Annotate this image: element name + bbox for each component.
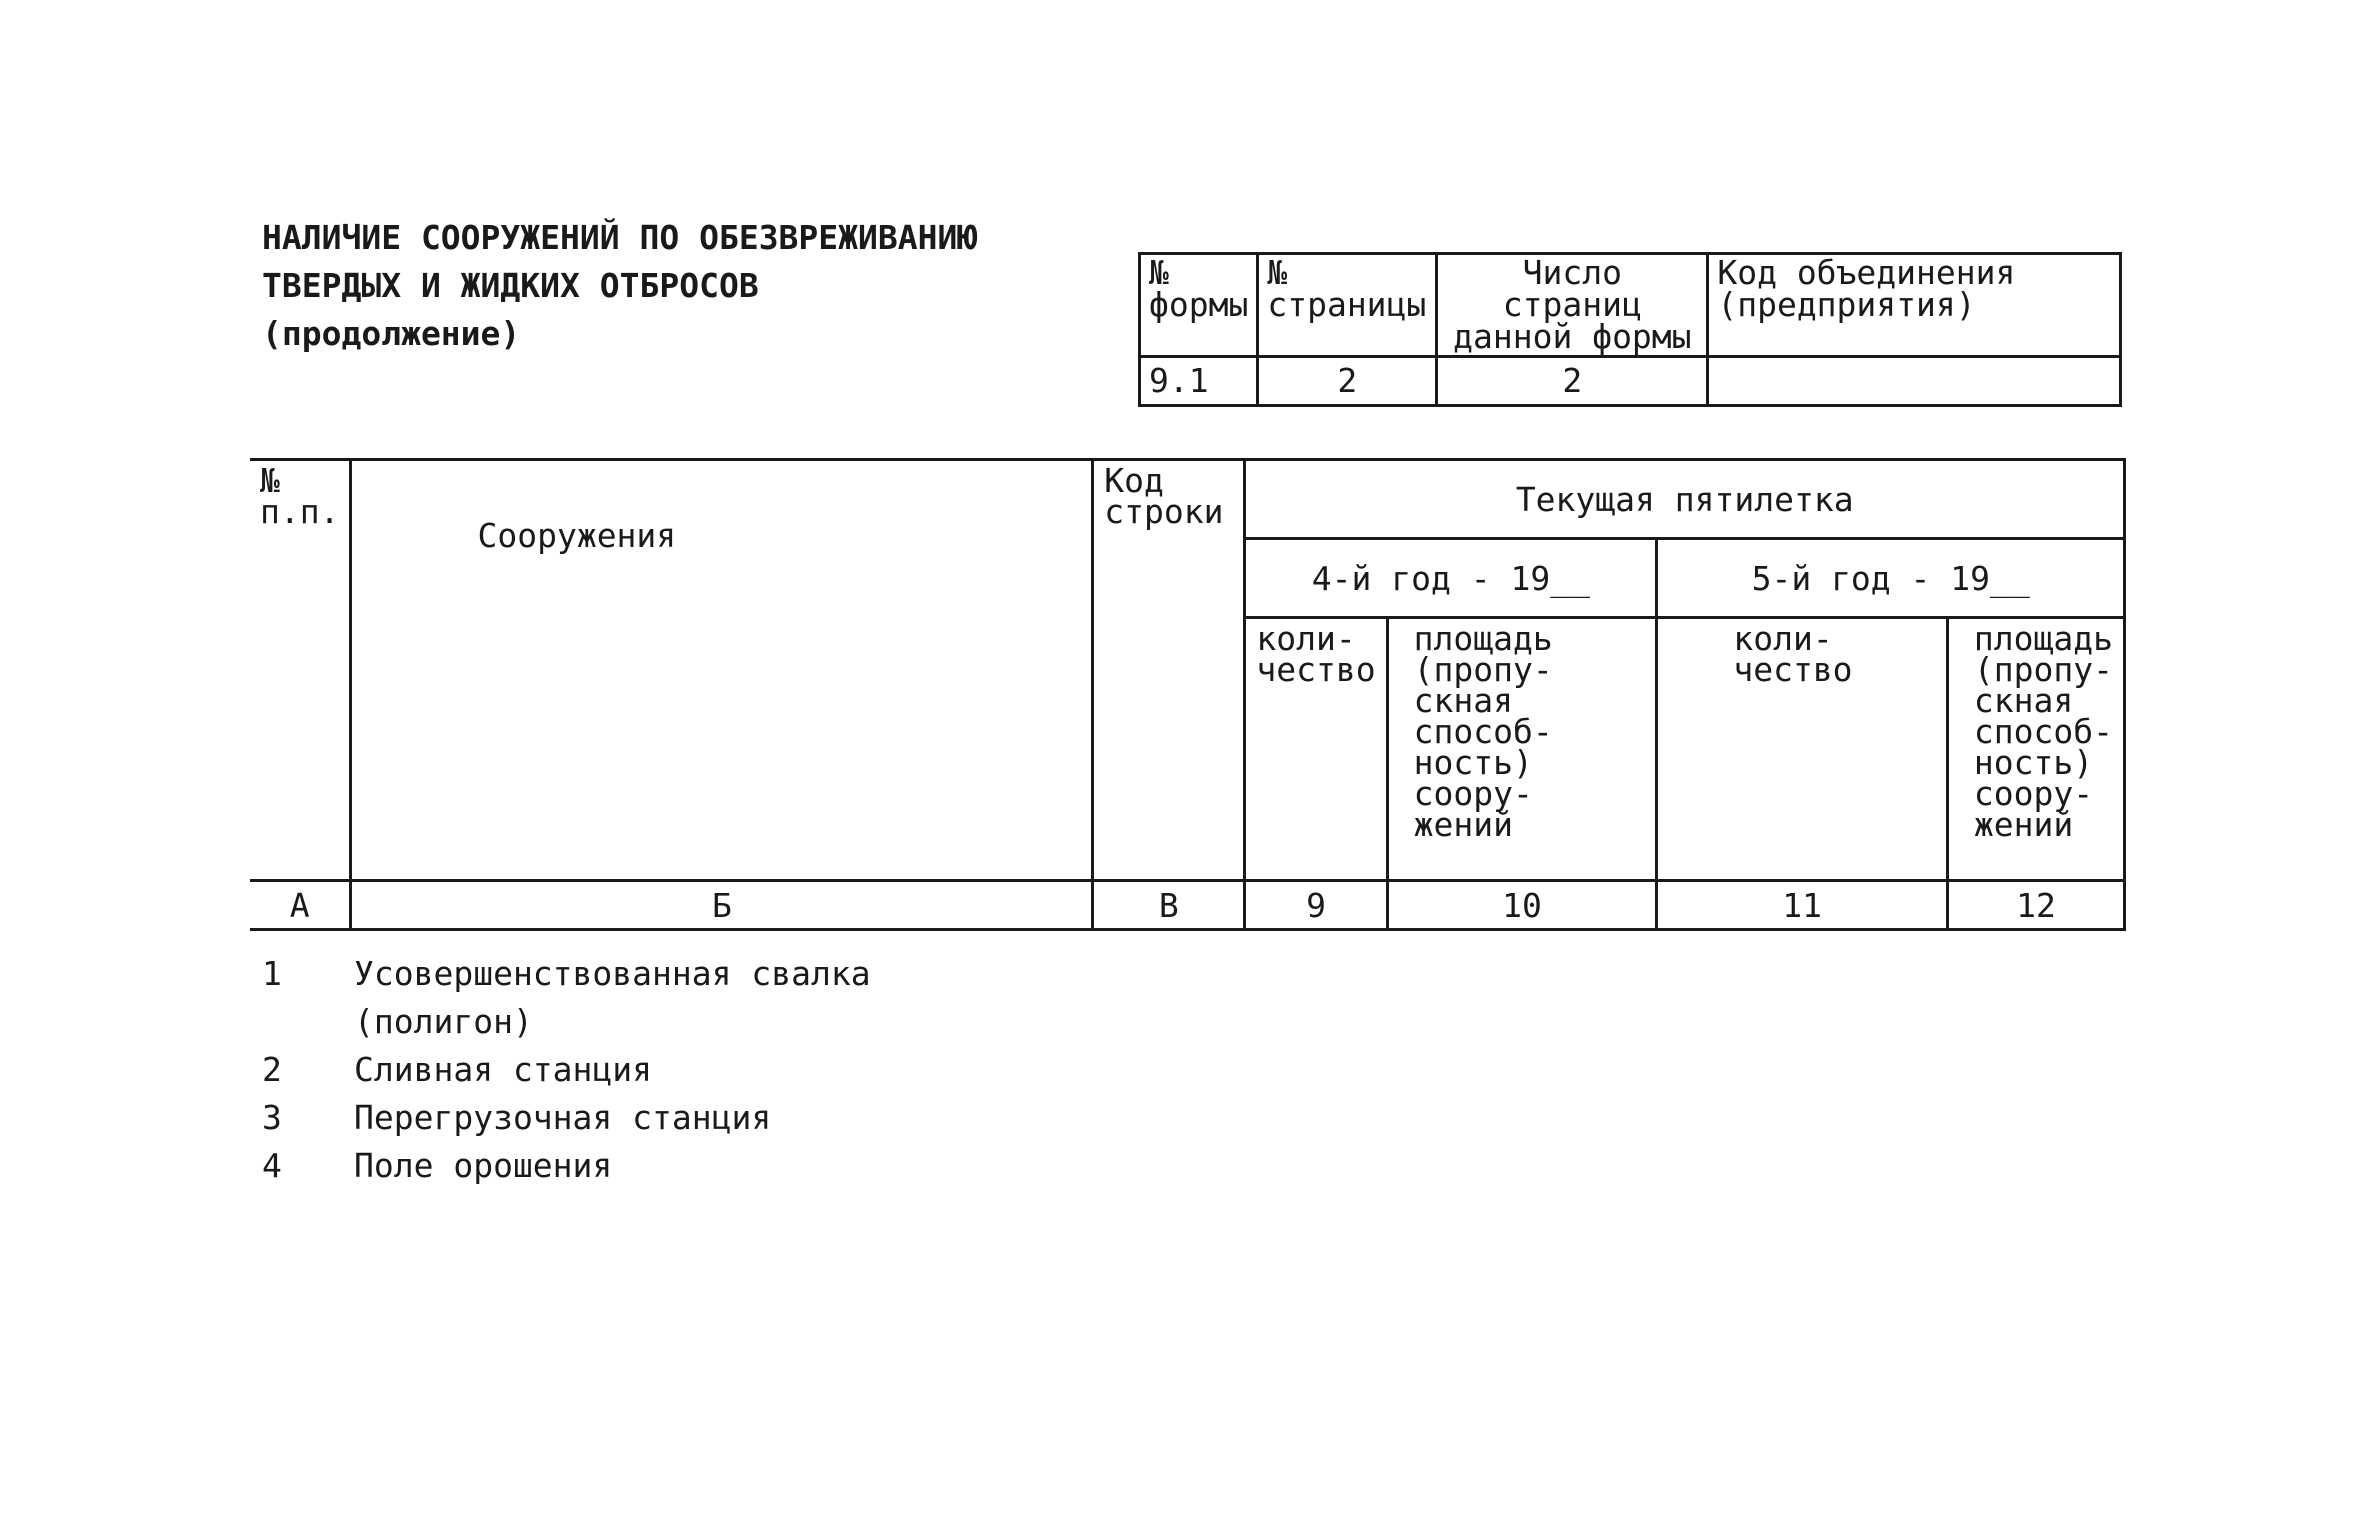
column-index-v: В xyxy=(1093,881,1245,930)
row-name: Усовершенствованная свалка (полигон) xyxy=(354,954,871,1041)
column-index-9: 9 xyxy=(1245,881,1387,930)
structures-table xyxy=(250,458,2126,931)
row-number: 1 xyxy=(262,954,282,993)
header-line-code: Код строки xyxy=(1093,460,1245,881)
header-year-4: 4-й год - 19__ xyxy=(1245,539,1657,618)
column-index-10: 10 xyxy=(1387,881,1657,930)
list-item xyxy=(262,950,871,1046)
list-item xyxy=(262,1142,871,1190)
column-index-a: А xyxy=(250,881,351,930)
column-index-b: Б xyxy=(351,881,1093,930)
title-line-1: НАЛИЧИЕ СООРУЖЕНИЙ ПО ОБЕЗВРЕЖИВАНИЮ xyxy=(262,218,978,257)
document-title xyxy=(262,214,977,358)
page-count-header: Число страниц данной формы xyxy=(1437,254,1708,357)
page-count-value: 2 xyxy=(1437,357,1708,406)
header-row-number: № п.п. xyxy=(250,460,351,881)
organization-code-value xyxy=(1708,357,2121,406)
page-number-header: № страницы xyxy=(1258,254,1437,357)
list-item xyxy=(262,1094,871,1142)
form-number-header: № формы xyxy=(1140,254,1258,357)
column-index-11: 11 xyxy=(1657,881,1948,930)
row-name: Поле орошения xyxy=(354,1146,613,1185)
row-name: Перегрузочная станция xyxy=(354,1098,772,1137)
header-year4-quantity: коли- чество xyxy=(1245,618,1387,881)
column-index-12: 12 xyxy=(1947,881,2124,930)
header-structures xyxy=(351,460,1093,881)
form-number-value: 9.1 xyxy=(1140,357,1258,406)
page-number-value: 2 xyxy=(1258,357,1437,406)
header-year-5: 5-й год - 19__ xyxy=(1657,539,2125,618)
header-year4-area: площадь (пропу- скная способ- ность) соору- жений xyxy=(1387,618,1657,881)
row-name: Сливная станция xyxy=(354,1050,653,1089)
row-number: 4 xyxy=(262,1146,282,1185)
header-current-five-year: Текущая пятилетка xyxy=(1245,460,2125,539)
structure-list xyxy=(262,950,871,1190)
organization-code-header: Код объединения (предприятия) xyxy=(1708,254,2121,357)
row-number: 3 xyxy=(262,1098,282,1137)
row-number: 2 xyxy=(262,1050,282,1089)
list-item xyxy=(262,1046,871,1094)
header-structures-label: Сооружения xyxy=(477,516,677,555)
header-year5-quantity: коли- чество xyxy=(1657,618,1948,881)
header-year5-area: площадь (пропу- скная способ- ность) соору- жений xyxy=(1947,618,2124,881)
title-line-3: (продолжение) xyxy=(262,314,521,353)
title-line-2: ТВЕРДЫХ И ЖИДКИХ ОТБРОСОВ xyxy=(262,266,759,305)
form-header-table xyxy=(1138,252,2122,407)
